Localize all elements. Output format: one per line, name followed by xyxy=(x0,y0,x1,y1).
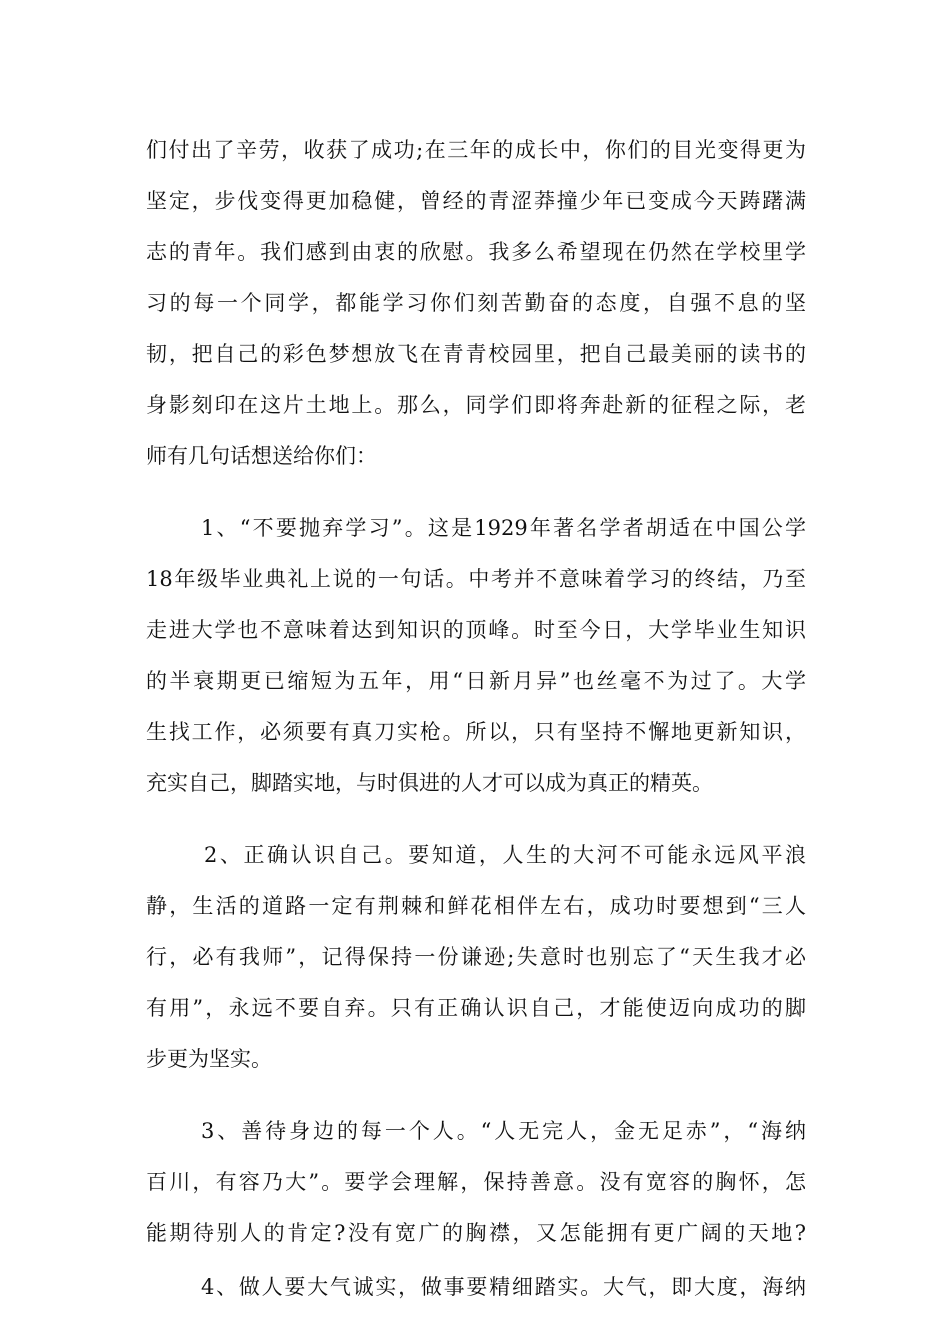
text-line: 行，必有我师”，记得保持一份谦逊;失意时也别忘了“天生我才必 xyxy=(146,945,806,969)
text-line: 步更为坚实。 xyxy=(146,1047,272,1071)
paragraph-first-line: 3、善待身边的每一个人。“人无完人，金无足赤”，“海纳 xyxy=(201,1119,806,1143)
text-line: 们付出了辛劳，收获了成功;在三年的成长中，你们的目光变得更为 xyxy=(146,138,806,162)
text-line: 18年级毕业典礼上说的一句话。中考并不意味着学习的终结，乃至 xyxy=(146,567,806,591)
text-line: 有用”，永远不要自弃。只有正确认识自己，才能使迈向成功的脚 xyxy=(146,996,806,1020)
text-line: 韧，把自己的彩色梦想放飞在青青校园里，把自己最美丽的读书的 xyxy=(146,342,806,366)
text-line: 身影刻印在这片土地上。那么，同学们即将奔赴新的征程之际，老 xyxy=(146,393,806,417)
text-line: 能期待别人的肯定?没有宽广的胸襟，又怎能拥有更广阔的天地? xyxy=(146,1221,806,1245)
text-line: 师有几句话想送给你们： xyxy=(146,444,377,468)
paragraph-first-line: 4、做人要大气诚实，做事要精细踏实。大气，即大度，海纳 xyxy=(201,1275,806,1299)
text-line: 习的每一个同学，都能学习你们刻苦勤奋的态度，自强不息的坚 xyxy=(146,291,806,315)
text-line: 的半衰期更已缩短为五年，用“日新月异”也丝毫不为过了。大学 xyxy=(146,669,806,693)
text-line: 充实自己，脚踏实地，与时俱进的人才可以成为真正的精英。 xyxy=(146,771,713,795)
paragraph-first-line: 2、正确认识自己。要知道，人生的大河不可能永远风平浪 xyxy=(204,843,806,867)
text-line: 百川，有容乃大”。要学会理解，保持善意。没有宽容的胸怀，怎 xyxy=(146,1170,806,1194)
text-line: 静，生活的道路一定有荆棘和鲜花相伴左右，成功时要想到“三人 xyxy=(146,894,806,918)
text-line: 坚定，步伐变得更加稳健，曾经的青涩莽撞少年已变成今天踌躇满 xyxy=(146,189,806,213)
text-line: 走进大学也不意味着达到知识的顶峰。时至今日，大学毕业生知识 xyxy=(146,618,806,642)
text-line: 生找工作，必须要有真刀实枪。所以，只有坚持不懈地更新知识， xyxy=(146,720,806,744)
paragraph-first-line: 1、“不要抛弃学习”。这是1929年著名学者胡适在中国公学 xyxy=(201,516,806,540)
text-line: 志的青年。我们感到由衷的欣慰。我多么希望现在仍然在学校里学 xyxy=(146,240,806,264)
